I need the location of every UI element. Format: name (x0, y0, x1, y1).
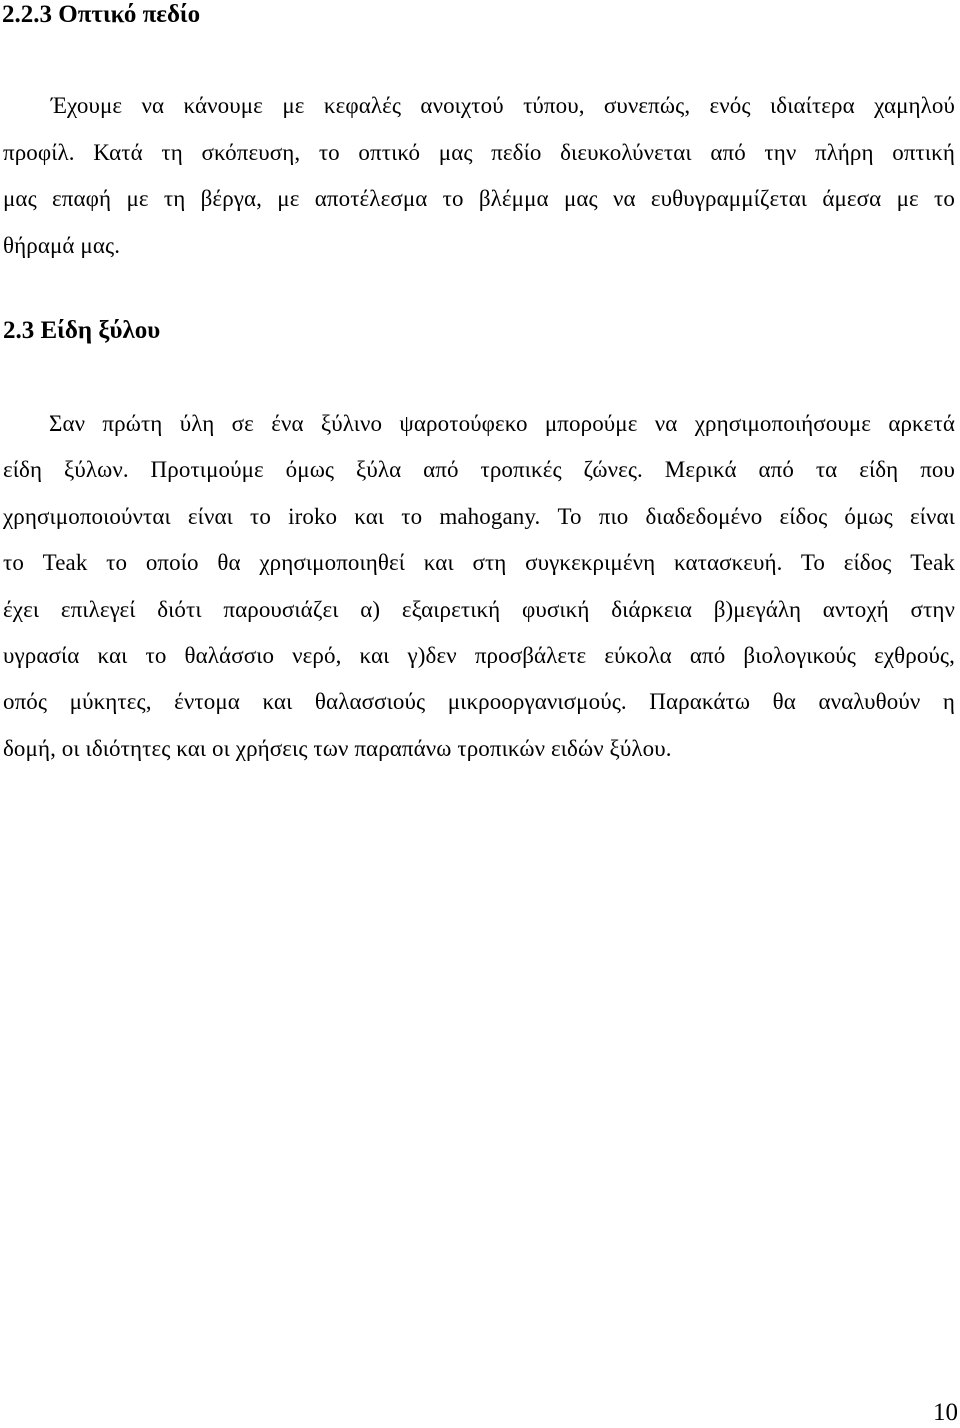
text-line: θήραμά μας. (3, 232, 121, 258)
page-number: 10 (933, 1399, 958, 1426)
text-line: δομή, οι ιδιότητες και οι χρήσεις των παραπάνω τροπικών ειδών ξύλου. (3, 735, 672, 761)
text-line: είδη ξύλων. Προτιμούμε όμως ξύλα από τροπικές ζώνες. Μερικά από τα είδη που (3, 457, 955, 483)
text-line: προφίλ. Κατά τη σκόπευση, το οπτικό μας πεδίο διευκολύνεται από την πλήρη οπτική (3, 139, 955, 165)
text-line: το Teak το οποίο θα χρησιμοποιηθεί και στη συγκεκριμένη κατασκευή. Το είδος Teak (3, 550, 955, 576)
text-line: Σαν πρώτη ύλη σε ένα ξύλινο ψαροτούφεκο μπορούμε να χρησιμοποιήσουμε αρκετά (49, 411, 955, 436)
text-line: οπός μύκητες, έντομα και θαλασσιούς μικροοργανισμούς. Παρακάτω θα αναλυθούν η (3, 689, 955, 715)
section-heading-wood-types: 2.3 Είδη ξύλου (3, 317, 161, 344)
section-heading-optical-field: 2.2.3 Οπτικό πεδίο (2, 1, 201, 28)
text-line: μας επαφή με τη βέργα, με αποτέλεσμα το βλέμμα μας να ευθυγραμμίζεται άμεσα με το (3, 186, 955, 211)
text-line: υγρασία και το θαλάσσιο νερό, και γ)δεν προσβάλετε εύκολα από βιολογικούς εχθρούς, (3, 643, 955, 669)
text-line: έχει επιλεγεί διότι παρουσιάζει α) εξαιρετική φυσική διάρκεια β)μεγάλη αντοχή στην (3, 596, 955, 622)
paragraph-wood-types (3, 401, 955, 772)
text-line: χρησιμοποιούνται είναι το iroko και το mahogany. Το πιο διαδεδομένο είδος όμως είναι (3, 503, 955, 529)
paragraph-optical-field (3, 83, 955, 269)
text-line: Έχουμε να κάνουμε με κεφαλές ανοιχτού τύπου, συνεπώς, ενός ιδιαίτερα χαμηλού (51, 93, 955, 118)
